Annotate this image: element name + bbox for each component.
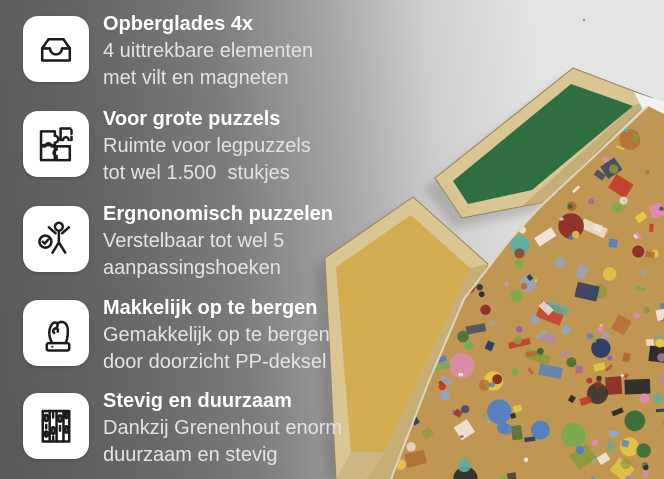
feature-icon-tile (23, 393, 89, 459)
puzzle-pieces-icon (33, 121, 79, 167)
feature-title: Makkelijk op te bergen (103, 297, 318, 319)
feature-title: Stevig en duurzaam (103, 390, 292, 412)
wood-grain-icon (33, 403, 79, 449)
feature-line: aanpassingshoeken (103, 257, 281, 279)
feature-line: Verstelbaar tot wel 5 (103, 230, 285, 252)
feature-line: met vilt en magneten (103, 67, 289, 89)
feature-icon-tile (23, 206, 89, 272)
feature-row-ergonomisch (23, 201, 333, 282)
feature-row-duurzaam (23, 388, 342, 469)
feature-row-opberglades (23, 11, 313, 92)
feature-row-opbergen (23, 295, 330, 376)
feature-line: duurzaam en stevig (103, 444, 278, 466)
feature-line: 4 uittrekbare elementen (103, 40, 314, 62)
feature-line: Ruimte voor legpuzzels (103, 135, 311, 157)
feature-line: Dankzij Grenenhout enorm (103, 417, 343, 439)
ergonomic-person-icon (33, 216, 79, 262)
feature-row-grote-puzzels (23, 106, 311, 187)
feature-line: door doorzicht PP-deksel (103, 351, 327, 373)
feature-icon-tile (23, 300, 89, 366)
feature-icon-tile (23, 16, 89, 82)
drawer-icon (33, 26, 79, 72)
feature-line: tot wel 1.500 stukjes (103, 162, 290, 184)
feature-line: Gemakkelijk op te bergen (103, 324, 330, 346)
feature-icon-tile (23, 111, 89, 177)
feature-title: Opberglades 4x (103, 13, 254, 35)
grab-hand-icon (33, 310, 79, 356)
feature-title: Voor grote puzzels (103, 108, 281, 130)
feature-title: Ergnonomisch puzzelen (103, 203, 334, 225)
